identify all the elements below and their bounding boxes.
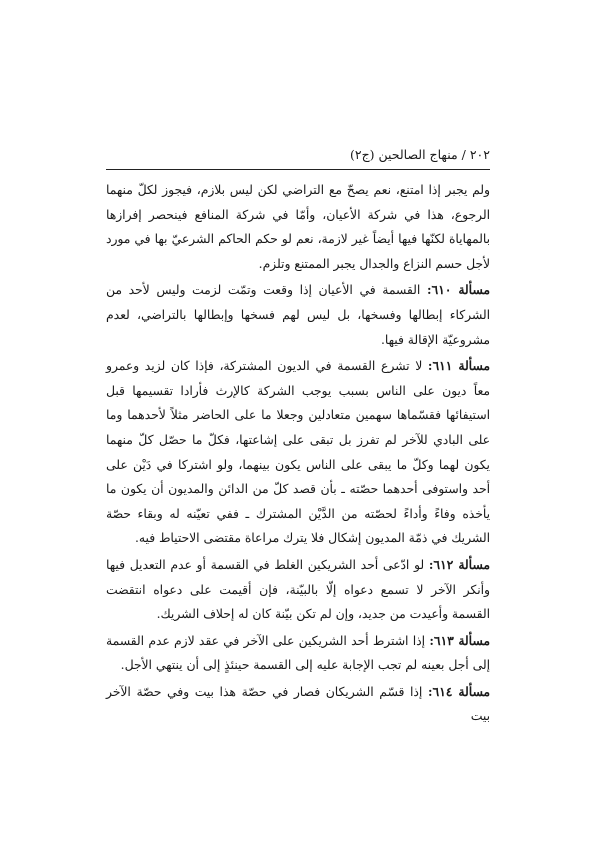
paragraph-text: لو ادّعى أحد الشريكين الغلط في القسمة أو عدم التعديل فيها وأنكر الآخر لا تسمع دعواه إلّا بالبيّنة، فإن أقيمت على دعواه انتقضت القسمة وأعيدت من جديد، وإن لم تكن بيّنة كان له إحلاف الشريك. [106,557,490,622]
issue-heading: مسألة ٦١٠: [426,282,490,298]
issue-613 [106,629,490,678]
paragraph-text: إذا قسّم الشريكان فصار في حصّة هذا بيت وفي حصّة الآخر بيت [106,684,490,724]
paragraph-text: إذا اشترط أحد الشريكين على الآخر في عقد لازم عدم القسمة إلى أجل بعينه لم تجب الإجابة عليه إلى القسمة حينئذٍ إلى أن ينتهي الأجل. [106,633,490,673]
issue-heading: مسألة ٦١٣: [429,632,490,648]
issue-611 [106,354,490,551]
header-separator: / [461,147,466,162]
paragraph-text: القسمة في الأعيان إذا وقعت وتمّت لزمت وليس لأحد من الشركاء إبطالها وفسخها، بل ليس لهم فسخها وإبطالها بالتراضي، لعدم مشروعيّة الإقالة فيها. [106,283,490,347]
header-rule [106,169,490,170]
issue-614 [106,680,490,729]
paragraph-text: لا تشرع القسمة في الديون المشتركة، فإذا كان لزيد وعمرو معاً ديون على الناس بسبب يوجب الشركة كالإرث فأرادا تقسيمها قبل استيفائها فقسّماها سهمين متعادلين وجعلا ما على الحاضر مثلاً لأحدهما وما على البادي للآخر لم تفرز بل تبقى على إشاعتها، فكلّ ما حصّل كلّ منهما يكون لهما وكلّ ما يبقى على الناس يكون بينهما، ولو اشتركا في دَيْن على أحد واستوفى أحدهما حصّته ـ بأن قصد كلّ من الدائن والمديون أن يكون ما يأخذه وفاءً وأداءً لحصّته من الدَّيْن المشترك ـ ففي تعيّنه له وبقاء حصّة الشريك في ذمّة المديون إشكال فلا يترك مراعاة مقتضى الاحتياط فيه. [106,359,490,546]
paragraph-continuation [106,178,490,276]
issue-612 [106,553,490,627]
issue-610 [106,278,490,352]
issue-heading: مسألة ٦١٢: [428,556,490,572]
book-title: منهاج الصالحين (ج٢) [349,147,458,162]
issue-heading: مسألة ٦١١: [427,358,490,374]
page-number: ٢٠٢ [469,147,490,162]
paragraph-text: ولم يجبر إذا امتنع، نعم يصحّ مع التراضي لكن ليس بلازم، فيجوز لكلّ منهما الرجوع، هذا في شركة الأعيان، وأمّا في شركة المنافع فينحصر إفرازها بالمهاياة لكنّها فيها أيضاً غير لازمة، نعم لو حكم الحاكم الشرعيّ بها في مورد لأجل حسم النزاع والجدال يجبر الممتنع وتلزم. [106,183,490,271]
body-text [106,178,490,731]
issue-heading: مسألة ٦١٤: [427,683,490,699]
running-header [350,147,490,163]
